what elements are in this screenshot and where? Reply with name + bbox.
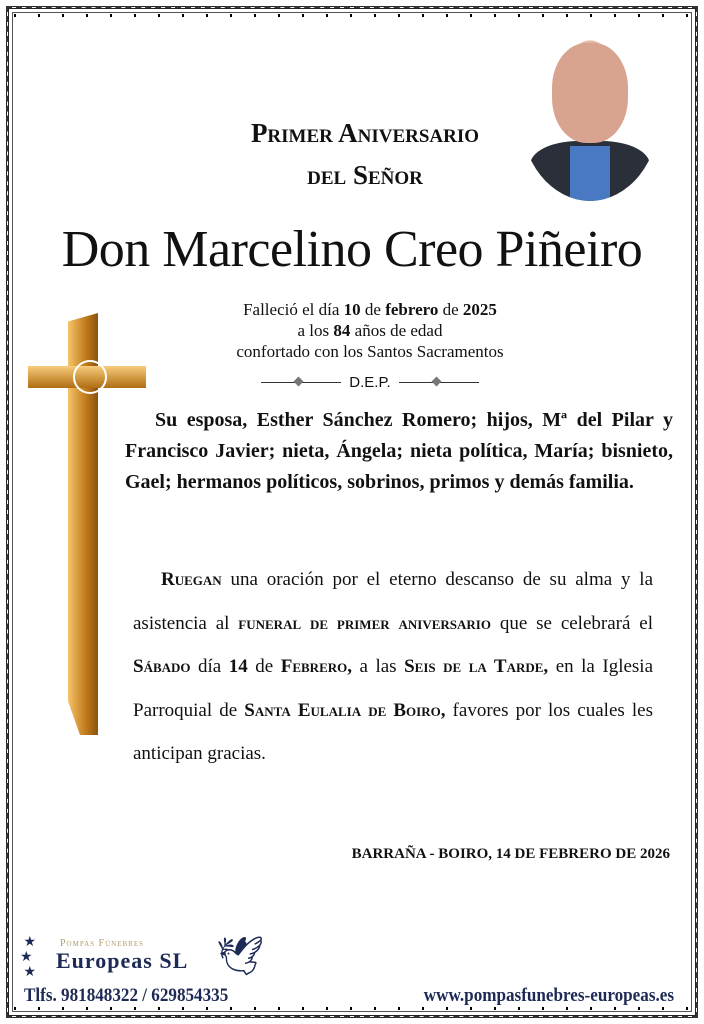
family-paragraph: Su esposa, Esther Sánchez Romero; hijos, Mª del Pilar y Francisco Javier; nieta, Ángela; nieta política, María; bisnieto, Gael; hermanos políticos, sobrinos, primos y demás familia. [125, 409, 673, 493]
deceased-photo [520, 25, 660, 201]
funeral-paragraph: Ruegan una oración por el eterno descanso de su alma y la asistencia al funeral de primer aniversario que se celebrará el Sábado día 14 de Febrero, a las Seis de la Tarde, en la Iglesia Parroquial de Santa Eulalia de Boiro, favores por los cuales les anticipan gracias. [133, 569, 654, 764]
funeral-home-logo: ★ ★ ★ Pompas Fúnebres Europeas SL 🕊 [20, 935, 265, 980]
stars-icon: ★ ★ ★ [20, 935, 37, 980]
website-link[interactable]: www.pompasfunebres-europeas.es [423, 985, 674, 1006]
cross-circle [73, 360, 107, 394]
dep-divider [250, 374, 490, 391]
deceased-name: Don Marcelino Creo Piñeiro [61, 221, 643, 278]
phone-numbers: Tlfs. 981848322 / 629854335 [24, 985, 229, 1006]
dove-icon: 🕊 [216, 936, 265, 978]
heading-line-2: del Señor [307, 160, 423, 190]
dep-label: D.E.P. [349, 374, 391, 391]
place-date: BARRAÑA - BOIRO, 14 DE FEBRERO DE 2026 [351, 846, 670, 862]
heading-line-1: Primer Aniversario [250, 118, 480, 148]
death-info: Falleció el día 10 de febrero de 2025 a los 84 años de edad confortado con los Santos Sacramentos [236, 300, 504, 361]
heading [200, 112, 530, 196]
